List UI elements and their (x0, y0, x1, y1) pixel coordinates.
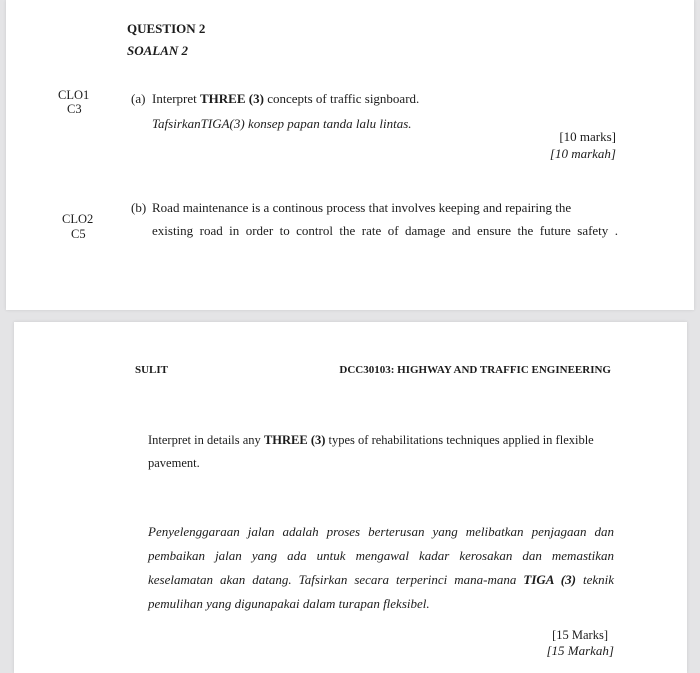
qb-level: C5 (71, 227, 86, 241)
en-line-1-pre: Interpret in details any (148, 433, 264, 447)
ms-line-1: Penyelenggaraan jalan adalah proses berterusan yang melibatkan penjagaan dan (148, 524, 614, 539)
qa-text-ms: TafsirkanTIGA(3) konsep papan tanda lalu lintas. (152, 116, 412, 131)
qb-label: (b) (131, 200, 147, 215)
ms-line-3 (148, 572, 614, 588)
qa-text (152, 91, 419, 107)
en-line-2: pavement. (148, 456, 200, 470)
question-heading: QUESTION 2 (127, 21, 206, 36)
marks: [15 Marks] (552, 628, 608, 642)
qa-clo: CLO1 (58, 88, 90, 102)
page-exam-continuation (14, 322, 687, 673)
qb-line-1: Road maintenance is a continous process that involves keeping and repairing the (152, 200, 572, 215)
ms-line-3-bold: TIGA (3) (523, 572, 576, 587)
qa-level: C3 (67, 102, 82, 116)
en-line-1-post: types of rehabilitations techniques applied in flexible (325, 433, 594, 447)
qa-text-pre: Interpret (152, 91, 201, 106)
marks-ms: [15 Markah] (546, 643, 614, 658)
qb-line-2: existing road in order to control the rate of damage and ensure the future safety . (152, 223, 618, 238)
ms-line-2: pembaikan jalan yang ada untuk mengawal kadar kerosakan dan memastikan (148, 548, 614, 563)
en-line-1 (148, 433, 594, 448)
header-sulit: SULIT (135, 364, 169, 376)
ms-line-3-pre: keselamatan akan datang. Tafsirkan secara terperinci mana-mana (148, 572, 524, 587)
en-line-1-bold: THREE (3) (263, 433, 326, 447)
question-heading-ms: SOALAN 2 (127, 43, 189, 58)
header-course: DCC30103: HIGHWAY AND TRAFFIC ENGINEERING (339, 364, 611, 376)
qa-label: (a) (131, 91, 146, 106)
ms-line-4: pemulihan yang digunapakai dalam turapan fleksibel. (148, 596, 430, 611)
qa-text-bold: THREE (3) (200, 91, 264, 106)
page-question-2 (6, 0, 694, 310)
qa-text-post: concepts of traffic signboard. (263, 91, 420, 106)
qb-clo: CLO2 (62, 212, 94, 226)
ms-line-3-post: teknik (575, 572, 615, 587)
qa-marks: [10 marks] (559, 129, 616, 144)
qa-marks-ms: [10 markah] (549, 146, 616, 161)
